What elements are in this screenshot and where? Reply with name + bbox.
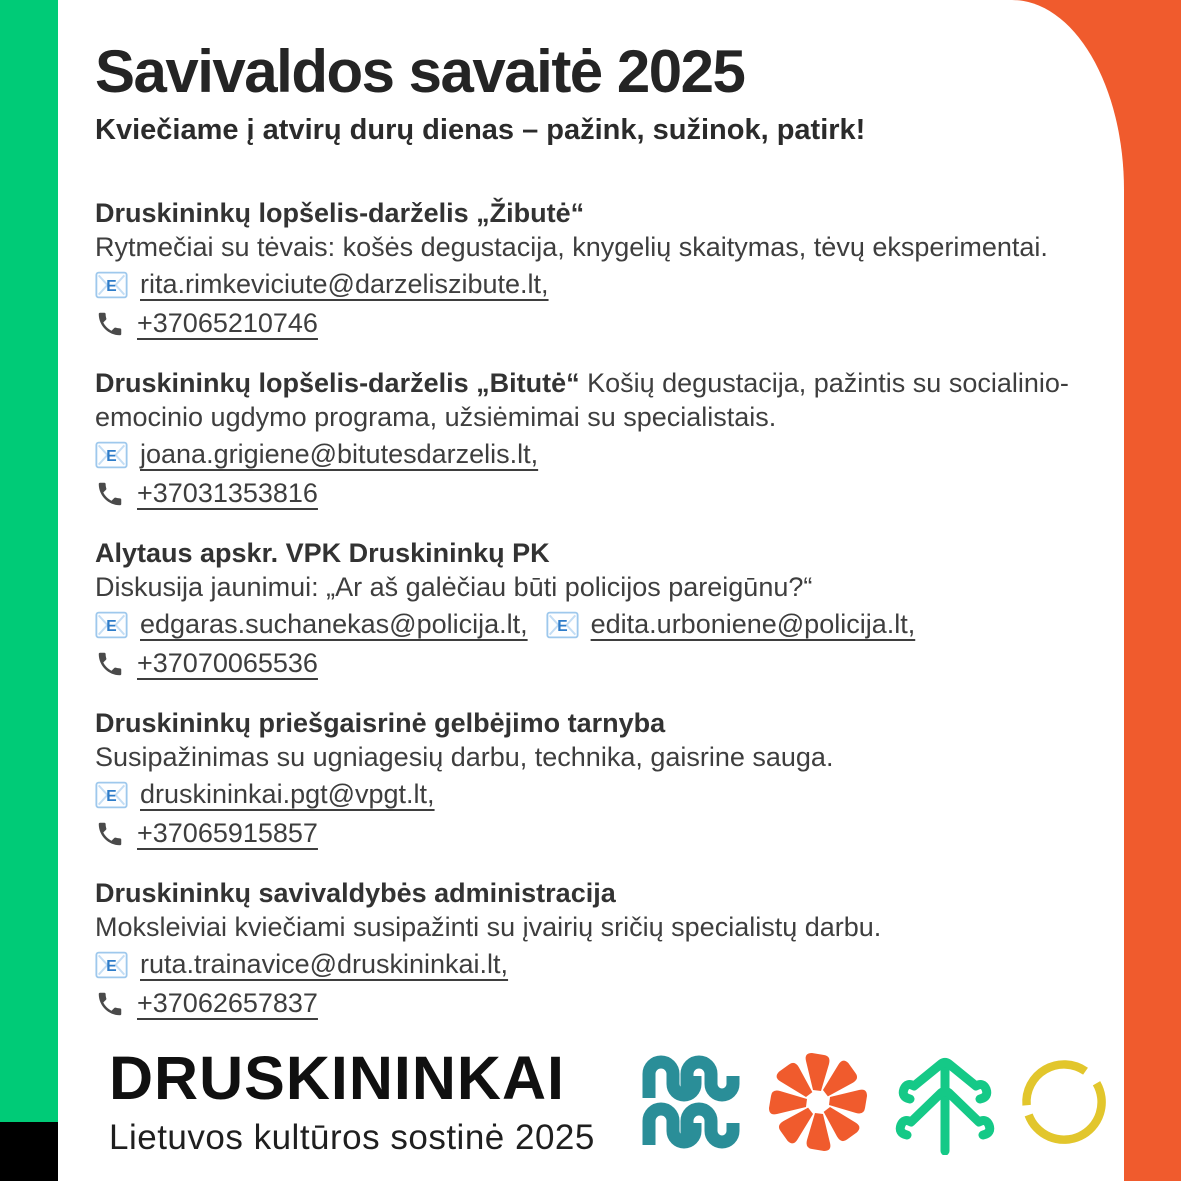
svg-text:E: E — [106, 787, 117, 805]
email-envelope-icon — [95, 611, 128, 639]
brand-tagline: Lietuvos kultūros sostinė 2025 — [109, 1118, 595, 1157]
org-name: Druskininkų priešgaisrinė gelbėjimo tarnyba — [95, 708, 666, 738]
phone-receiver-icon — [95, 309, 125, 339]
page-subtitle: Kviečiame į atvirų durų dienas – pažink, sužinok, patirk! — [95, 114, 866, 146]
left-green-bar — [0, 0, 58, 1122]
org-email-line — [95, 606, 1113, 643]
email-envelope-icon — [95, 271, 128, 299]
phone-receiver-icon — [95, 649, 125, 679]
org-email-line — [95, 776, 1113, 813]
footer — [95, 1046, 1113, 1158]
org-description: Diskusija jaunimui: „Ar aš galėčiau būti policijos pareigūnu?“ — [95, 572, 813, 602]
main-content — [95, 40, 1113, 1158]
phone-link[interactable]: +37065915857 — [137, 818, 318, 848]
org-section — [95, 366, 1113, 512]
org-text — [95, 536, 1113, 604]
email-item — [546, 607, 916, 642]
email-link[interactable]: rita.rimkeviciute@darzeliszibute.lt, — [140, 269, 549, 299]
org-text — [95, 706, 1113, 774]
svg-text:E: E — [106, 617, 117, 635]
org-description: Moksleiviai kviečiami susipažinti su įvairių sričių specialistų darbu. — [95, 912, 882, 942]
email-link[interactable]: edgaras.suchanekas@policija.lt, — [140, 609, 528, 639]
phone-receiver-icon — [95, 819, 125, 849]
email-item — [95, 437, 538, 472]
org-section — [95, 706, 1113, 852]
fir-tree-logo-icon — [895, 1049, 995, 1155]
org-email-line — [95, 436, 1113, 473]
phone-link[interactable]: +37031353816 — [137, 478, 318, 508]
brand-wordmark: DRUSKININKAI — [109, 1044, 565, 1112]
email-item — [95, 267, 549, 302]
waves-logo-icon — [641, 1052, 741, 1152]
phone-link[interactable]: +37062657837 — [137, 988, 318, 1018]
svg-text:E: E — [556, 617, 568, 635]
email-link[interactable]: druskininkai.pgt@vpgt.lt, — [140, 779, 435, 809]
email-envelope-icon — [546, 611, 579, 639]
org-name: Druskininkų lopšelis-darželis „Žibutė“ — [95, 198, 585, 228]
ring-logo-icon — [1017, 1055, 1111, 1149]
org-section — [95, 196, 1113, 342]
org-section — [95, 876, 1113, 1022]
phone-link[interactable]: +37065210746 — [137, 308, 318, 338]
bottom-left-black-square — [0, 1122, 58, 1181]
brand-block — [109, 1046, 595, 1158]
email-envelope-icon — [95, 781, 128, 809]
org-phone-line — [95, 985, 1113, 1022]
email-link[interactable]: edita.urboniene@policija.lt, — [590, 609, 916, 639]
page-title: Savivaldos savaitė 2025 — [95, 38, 745, 105]
org-description: Rytmečiai su tėvais: košės degustacija, knygelių skaitymas, tėvų eksperimentai. — [95, 232, 1048, 262]
email-link[interactable]: ruta.trainavice@druskininkai.lt, — [140, 949, 509, 979]
org-name: Druskininkų savivaldybės administracija — [95, 878, 616, 908]
org-description: Košių degustacija, pažintis su socialinio-emocinio ugdymo programa, užsiėmimai su specialistais. — [95, 368, 1069, 432]
org-phone-line — [95, 645, 1113, 682]
phone-receiver-icon — [95, 479, 125, 509]
org-name: Druskininkų lopšelis-darželis „Bitutė“ — [95, 368, 580, 398]
org-phone-line — [95, 305, 1113, 342]
org-description: Susipažinimas su ugniagesių darbu, technika, gaisrine sauga. — [95, 742, 834, 772]
phone-link[interactable]: +37070065536 — [137, 648, 318, 678]
org-section — [95, 536, 1113, 682]
org-phone-line — [95, 475, 1113, 512]
org-text — [95, 196, 1113, 264]
svg-text:E: E — [106, 957, 117, 975]
org-name: Alytaus apskr. VPK Druskininkų PK — [95, 538, 550, 568]
svg-text:E: E — [106, 277, 117, 295]
partner-logos — [641, 1047, 1111, 1157]
org-text — [95, 366, 1113, 434]
org-phone-line — [95, 815, 1113, 852]
email-link[interactable]: joana.grigiene@bitutesdarzelis.lt, — [140, 439, 539, 469]
org-email-line — [95, 946, 1113, 983]
email-envelope-icon — [95, 951, 128, 979]
email-item — [95, 607, 528, 642]
phone-receiver-icon — [95, 989, 125, 1019]
right-orange-strip — [1124, 0, 1181, 1181]
email-item — [95, 777, 435, 812]
org-text — [95, 876, 1113, 944]
sections-list — [95, 196, 1113, 1022]
org-email-line — [95, 266, 1113, 303]
starburst-logo-icon — [763, 1047, 873, 1157]
email-envelope-icon — [95, 441, 128, 469]
email-item — [95, 947, 508, 982]
svg-text:E: E — [106, 447, 117, 465]
